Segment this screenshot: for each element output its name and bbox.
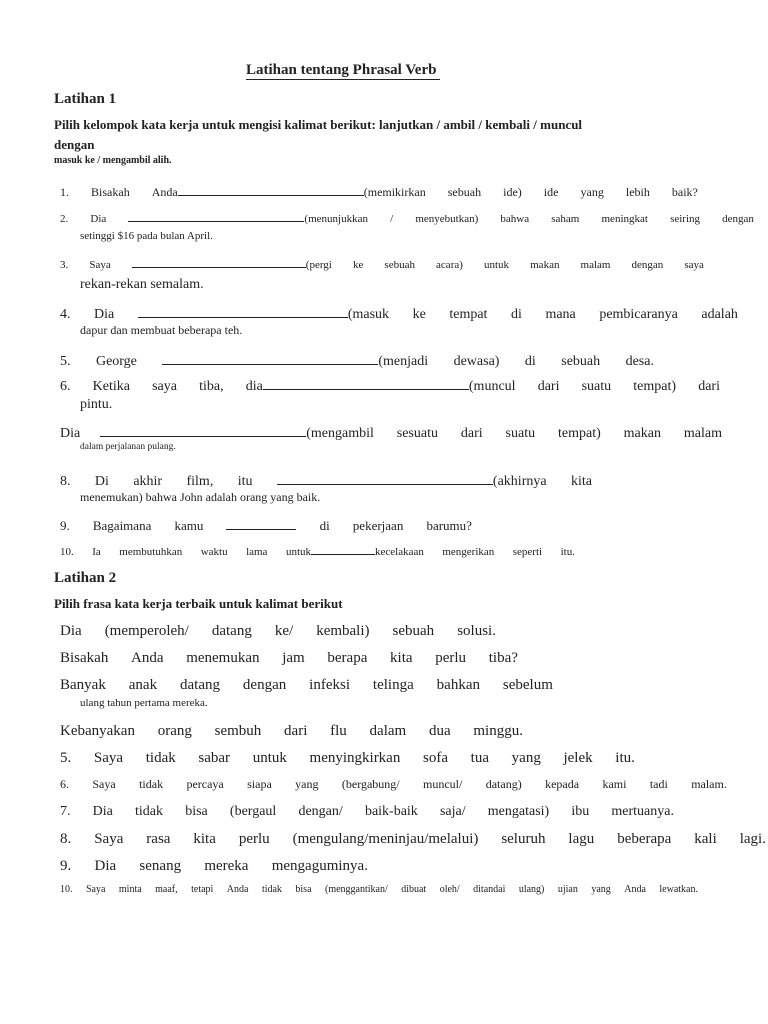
item-word: (memikirkan bbox=[363, 185, 426, 199]
item-word: dengan/ bbox=[298, 804, 343, 819]
item-word: Anda bbox=[624, 884, 646, 895]
item-word: sebuah bbox=[561, 354, 601, 369]
item-word: (menjadi bbox=[378, 354, 429, 369]
item-word: ibu bbox=[571, 804, 590, 819]
item-word: kami bbox=[602, 777, 627, 791]
item-word: tidak bbox=[135, 804, 164, 819]
answer-blank[interactable] bbox=[311, 543, 375, 555]
item-word: orang bbox=[157, 723, 192, 739]
list-item bbox=[60, 723, 523, 740]
item-word: ke/ bbox=[274, 623, 294, 639]
item-word: dengan bbox=[631, 259, 664, 271]
item-word: suatu bbox=[581, 379, 612, 394]
item-word: kita bbox=[390, 650, 413, 666]
item-word: dua bbox=[428, 723, 451, 739]
item-word: jelek bbox=[563, 750, 593, 766]
item-word: mengerikan bbox=[442, 546, 495, 558]
item-word: Anda bbox=[151, 185, 178, 199]
list-item bbox=[60, 543, 575, 558]
list-item bbox=[60, 183, 698, 200]
item-word: Bisakah bbox=[91, 185, 130, 199]
item-word: sebuah bbox=[447, 185, 482, 199]
item-word: Di bbox=[94, 474, 109, 489]
item-word: Saya bbox=[93, 750, 124, 766]
item-word: dari bbox=[460, 426, 483, 441]
item-word: ulang) bbox=[518, 884, 545, 895]
item-word: tiba? bbox=[488, 650, 518, 666]
list-item bbox=[60, 623, 496, 640]
item-word: makan bbox=[530, 259, 560, 271]
item-word: Banyak bbox=[60, 677, 106, 693]
list-item bbox=[60, 831, 766, 848]
answer-blank[interactable] bbox=[100, 422, 306, 437]
item-word: dewasa) bbox=[453, 354, 500, 369]
item-word: datang) bbox=[485, 777, 522, 791]
item-word: lagu bbox=[568, 831, 595, 847]
item-word: malam. bbox=[691, 777, 727, 791]
item-word: minggu. bbox=[473, 723, 523, 739]
item-word: sebuah bbox=[384, 259, 415, 271]
item-word: maaf, bbox=[155, 884, 178, 895]
item-word: rasa bbox=[146, 831, 171, 847]
list-item bbox=[60, 256, 704, 271]
item-word: ujian bbox=[557, 884, 578, 895]
item-word: di bbox=[511, 307, 522, 322]
item-word: baik-baik bbox=[364, 804, 418, 819]
item-word: George bbox=[95, 354, 137, 369]
item-word: Bisakah bbox=[60, 650, 109, 666]
item-number: 8. bbox=[60, 474, 71, 489]
item-word: beberapa bbox=[617, 831, 672, 847]
item-word: adalah bbox=[701, 307, 738, 322]
item-word: membutuhkan bbox=[119, 546, 183, 558]
item-word: desa. bbox=[625, 354, 654, 369]
item-word: Saya bbox=[92, 777, 116, 791]
item-number: 6. bbox=[60, 777, 69, 791]
item-word: (menggantikan/ bbox=[324, 884, 388, 895]
item-word: menyingkirkan bbox=[309, 750, 401, 766]
item-word: barumu? bbox=[426, 518, 472, 533]
answer-blank[interactable] bbox=[132, 256, 306, 268]
item-word: menyebutkan) bbox=[415, 213, 479, 225]
latihan1-instruction-line1: Pilih kelompok kata kerja untuk mengisi kalimat berikut: lanjutkan / ambil / kembali / muncul bbox=[54, 117, 583, 132]
item-word: Dia bbox=[94, 858, 117, 874]
item-continuation: pintu. bbox=[80, 397, 113, 412]
answer-blank[interactable] bbox=[178, 183, 364, 196]
list-item bbox=[60, 858, 368, 875]
item-word: acara) bbox=[436, 259, 463, 271]
item-word: Saya bbox=[85, 884, 106, 895]
item-word: itu bbox=[237, 474, 253, 489]
item-word: telinga bbox=[372, 677, 414, 693]
item-word: (memperoleh/ bbox=[104, 623, 189, 639]
item-word: seperti bbox=[512, 546, 543, 558]
answer-blank[interactable] bbox=[162, 350, 378, 365]
list-item bbox=[60, 650, 518, 667]
item-word: baik? bbox=[671, 185, 698, 199]
item-word: yang bbox=[295, 777, 319, 791]
item-word: dengan bbox=[242, 677, 287, 693]
item-word: (bergaul bbox=[229, 804, 277, 819]
item-word: tidak bbox=[145, 750, 176, 766]
item-number: 9. bbox=[60, 518, 70, 533]
item-word: Saya bbox=[89, 259, 111, 271]
list-item bbox=[60, 750, 635, 767]
item-number: 1. bbox=[60, 185, 69, 199]
item-word: Dia bbox=[60, 426, 81, 441]
item-number: 5. bbox=[60, 354, 71, 369]
list-item bbox=[60, 884, 698, 895]
item-word: dibuat bbox=[401, 884, 427, 895]
item-word: kepada bbox=[545, 777, 580, 791]
answer-blank[interactable] bbox=[138, 303, 348, 318]
list-item bbox=[60, 210, 754, 225]
item-word: perlu bbox=[435, 650, 467, 666]
item-word: ke bbox=[352, 259, 364, 271]
item-word: waktu bbox=[200, 546, 228, 558]
item-word: pembicaranya bbox=[599, 307, 678, 322]
item-number: 3. bbox=[60, 259, 69, 271]
item-word: ke bbox=[412, 307, 426, 322]
item-word: (pergi bbox=[305, 259, 332, 271]
list-item bbox=[60, 804, 674, 820]
item-word: oleh/ bbox=[439, 884, 460, 895]
item-word: lewatkan. bbox=[659, 884, 698, 895]
item-word: kembali) bbox=[316, 623, 370, 639]
list-item bbox=[60, 777, 727, 792]
item-word: mana bbox=[545, 307, 576, 322]
item-word: solusi. bbox=[457, 623, 496, 639]
item-word: pekerjaan bbox=[352, 518, 404, 533]
item-word: saham bbox=[551, 213, 580, 225]
item-number: 9. bbox=[60, 858, 72, 874]
item-word: sofa bbox=[423, 750, 449, 766]
list-item bbox=[60, 303, 738, 323]
item-number: 10. bbox=[60, 546, 74, 558]
item-word: tempat) bbox=[557, 426, 601, 441]
item-number: 6. bbox=[60, 379, 71, 394]
item-word: (muncul bbox=[468, 379, 516, 394]
item-word: tempat bbox=[449, 307, 488, 322]
item-word: yang bbox=[511, 750, 541, 766]
answer-blank[interactable] bbox=[277, 470, 493, 485]
item-word: berapa bbox=[327, 650, 368, 666]
item-word: (akhirnya bbox=[492, 474, 547, 489]
item-word: sebelum bbox=[502, 677, 553, 693]
item-word: dari bbox=[284, 723, 308, 739]
item-word: tetapi bbox=[191, 884, 214, 895]
item-word: (mengulang/meninjau/melalui) bbox=[292, 831, 479, 847]
item-word: mertuanya. bbox=[611, 804, 674, 819]
item-word: jam bbox=[282, 650, 305, 666]
item-word: minta bbox=[118, 884, 142, 895]
latihan2-instruction: Pilih frasa kata kerja terbaik untuk kalimat berikut bbox=[54, 596, 343, 611]
item-word: untuk bbox=[252, 750, 287, 766]
item-word: malam bbox=[580, 259, 611, 271]
item-word: lebih bbox=[625, 185, 650, 199]
item-word: kali bbox=[694, 831, 717, 847]
item-word: Dia bbox=[90, 213, 107, 225]
item-word: tidak bbox=[139, 777, 164, 791]
item-word: di bbox=[319, 518, 330, 533]
item-word: makan bbox=[623, 426, 661, 441]
item-word: Ia bbox=[92, 546, 101, 558]
item-word: (mengambil bbox=[306, 426, 374, 441]
item-word: saja/ bbox=[439, 804, 466, 819]
item-word: datang bbox=[211, 623, 252, 639]
item-number: 4. bbox=[60, 307, 71, 322]
item-word: kecelakaan bbox=[375, 546, 424, 558]
item-word: Dia bbox=[60, 623, 82, 639]
item-word: (bergabung/ bbox=[341, 777, 400, 791]
item-word: siapa bbox=[247, 777, 272, 791]
item-word: bisa bbox=[185, 804, 208, 819]
item-number: 2. bbox=[60, 213, 69, 225]
item-word: perlu bbox=[238, 831, 270, 847]
item-continuation: dalam perjalanan pulang. bbox=[80, 442, 176, 452]
latihan1-instruction-line3: masuk ke / mengambil alih. bbox=[54, 155, 172, 166]
item-continuation: menemukan) bahwa John adalah orang yang baik. bbox=[80, 490, 321, 504]
item-word: yang bbox=[580, 185, 604, 199]
item-word: Dia bbox=[92, 804, 113, 819]
item-word: Bagaimana bbox=[92, 518, 152, 533]
item-word: senang bbox=[139, 858, 182, 874]
item-word: tidak bbox=[261, 884, 282, 895]
item-word: datang bbox=[180, 677, 220, 693]
item-word: untuk bbox=[285, 546, 311, 558]
item-word: itu. bbox=[615, 750, 635, 766]
item-word: Anda bbox=[226, 884, 249, 895]
item-number: 5. bbox=[60, 750, 72, 766]
item-word: meningkat bbox=[601, 213, 648, 225]
item-word: mengatasi) bbox=[487, 804, 550, 819]
item-word: (menunjukkan bbox=[304, 213, 368, 225]
item-word: saya bbox=[152, 379, 177, 394]
item-word: dari bbox=[698, 379, 720, 394]
item-word: / bbox=[390, 213, 394, 225]
item-word: Kebanyakan bbox=[60, 723, 135, 739]
item-word: muncul/ bbox=[423, 777, 463, 791]
item-word: dia bbox=[245, 379, 263, 394]
item-word: dalam bbox=[369, 723, 407, 739]
item-word: percaya bbox=[186, 777, 224, 791]
item-word: tempat) bbox=[633, 379, 677, 394]
item-word: dari bbox=[537, 379, 560, 394]
item-continuation: setinggi $16 pada bulan April. bbox=[80, 230, 213, 242]
item-word: mereka bbox=[204, 858, 249, 874]
item-word: Anda bbox=[131, 650, 164, 666]
item-word: film, bbox=[186, 474, 214, 489]
item-word: malam bbox=[683, 426, 722, 441]
item-word: ide) bbox=[503, 185, 522, 199]
item-word: dengan bbox=[722, 213, 754, 225]
item-word: (masuk bbox=[347, 307, 390, 322]
item-word: yang bbox=[591, 884, 611, 895]
item-word: di bbox=[524, 354, 536, 369]
item-word: bahwa bbox=[500, 213, 530, 225]
item-word: anak bbox=[128, 677, 158, 693]
item-word: bahkan bbox=[436, 677, 480, 693]
item-number: 7. bbox=[60, 804, 71, 819]
item-word: Dia bbox=[94, 307, 115, 322]
item-word: flu bbox=[330, 723, 347, 739]
item-word: sesuatu bbox=[396, 426, 438, 441]
item-word: saya bbox=[684, 259, 704, 271]
item-word: kita bbox=[570, 474, 592, 489]
item-word: ide bbox=[543, 185, 559, 199]
answer-blank[interactable] bbox=[263, 375, 469, 390]
item-word: sabar bbox=[198, 750, 231, 766]
item-word: tadi bbox=[649, 777, 668, 791]
list-item bbox=[60, 677, 553, 694]
item-word: lama bbox=[246, 546, 268, 558]
item-word: sembuh bbox=[214, 723, 262, 739]
item-continuation: dapur dan membuat beberapa teh. bbox=[80, 323, 243, 337]
item-word: kita bbox=[193, 831, 216, 847]
item-word: menemukan bbox=[186, 650, 260, 666]
worksheet-title: Latihan tentang Phrasal Verb bbox=[246, 62, 440, 80]
list-item bbox=[60, 350, 654, 370]
item-word: akhir bbox=[133, 474, 163, 489]
item-word: bisa bbox=[295, 884, 312, 895]
item-word: mengaguminya. bbox=[271, 858, 368, 874]
item-word: Saya bbox=[94, 831, 124, 847]
latihan1-heading: Latihan 1 bbox=[54, 91, 117, 107]
item-word: Ketika bbox=[92, 379, 130, 394]
list-item bbox=[60, 516, 472, 534]
item-word: sebuah bbox=[392, 623, 435, 639]
item-word: tua bbox=[470, 750, 489, 766]
latihan2-heading: Latihan 2 bbox=[54, 570, 117, 586]
item-word: seluruh bbox=[501, 831, 546, 847]
item-word: infeksi bbox=[309, 677, 350, 693]
item-word: seiring bbox=[670, 213, 701, 225]
item-word: suatu bbox=[505, 426, 536, 441]
item-word: lagi. bbox=[739, 831, 766, 847]
item-number: 8. bbox=[60, 831, 72, 847]
list-item bbox=[60, 375, 720, 395]
latihan1-instruction-line2: dengan bbox=[54, 137, 95, 152]
item-word: itu. bbox=[560, 546, 575, 558]
item-word: kamu bbox=[174, 518, 204, 533]
answer-blank[interactable] bbox=[128, 210, 304, 222]
item-word: ditandai bbox=[473, 884, 506, 895]
item-continuation: rekan-rekan semalam. bbox=[80, 277, 204, 292]
item-continuation: ulang tahun pertama mereka. bbox=[80, 697, 208, 709]
item-word: tiba, bbox=[199, 379, 224, 394]
item-number: 10. bbox=[60, 884, 73, 895]
item-word: untuk bbox=[483, 259, 510, 271]
list-item bbox=[60, 470, 592, 490]
answer-blank[interactable] bbox=[226, 516, 296, 530]
list-item bbox=[60, 422, 722, 442]
